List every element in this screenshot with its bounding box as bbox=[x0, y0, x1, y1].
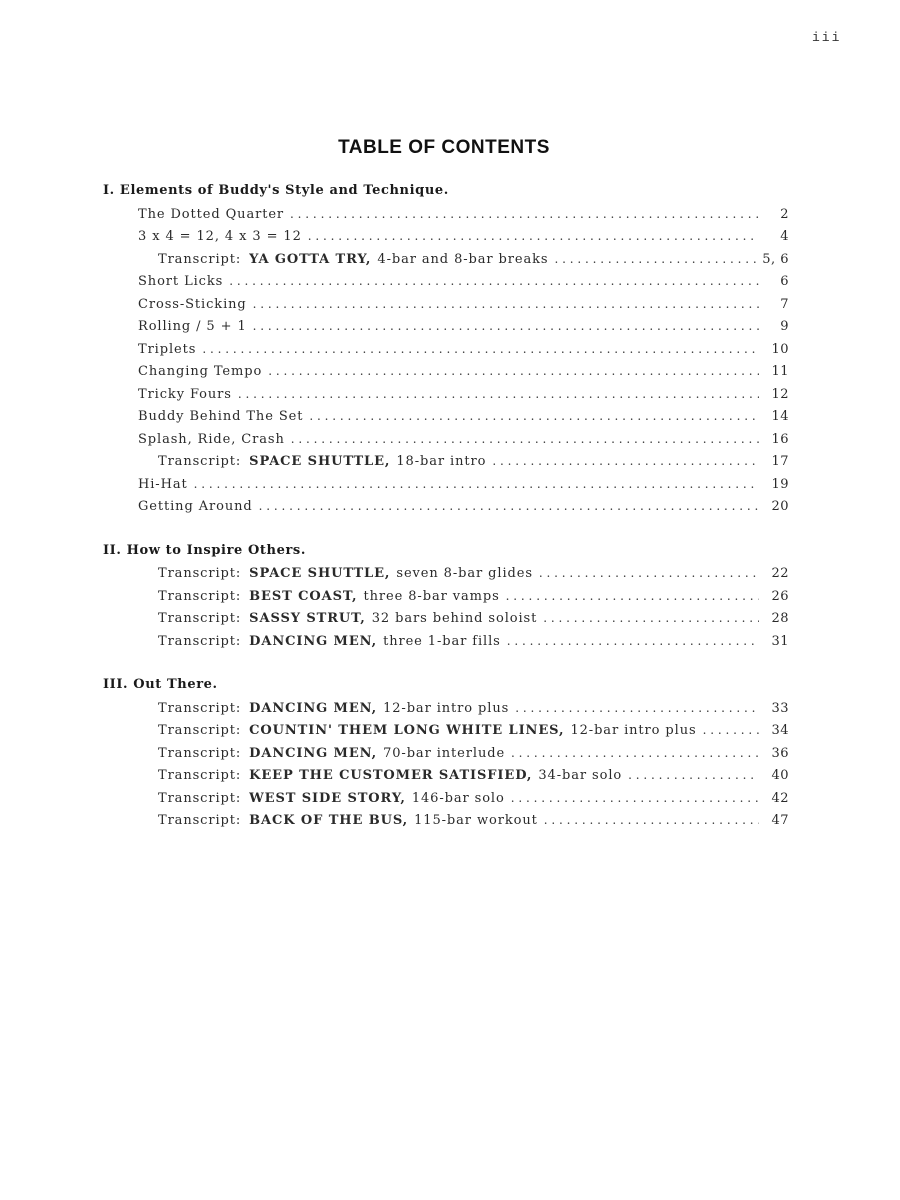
toc-entry[interactable] bbox=[0, 495, 900, 518]
entry-page-number: 9 bbox=[780, 319, 789, 334]
entry-page-number: 4 bbox=[780, 229, 789, 244]
toc-section bbox=[0, 540, 900, 653]
entry-title bbox=[158, 743, 505, 766]
toc-entry[interactable] bbox=[0, 450, 900, 473]
page-title: TABLE OF CONTENTS bbox=[338, 137, 550, 158]
entry-title bbox=[138, 384, 232, 407]
page-number: iii bbox=[812, 30, 842, 45]
entry-title bbox=[138, 429, 285, 452]
entry-title bbox=[158, 563, 533, 586]
entry-page-number: 47 bbox=[771, 813, 789, 828]
toc-entry[interactable] bbox=[0, 562, 900, 585]
toc-entry[interactable] bbox=[0, 719, 900, 742]
entry-text: Buddy Behind The Set bbox=[138, 409, 304, 424]
entry-prefix: Transcript: bbox=[158, 588, 242, 604]
entry-title bbox=[158, 698, 509, 721]
dot-leader bbox=[544, 809, 759, 832]
entry-text: 3 x 4 = 12, 4 x 3 = 12 bbox=[138, 229, 302, 244]
entry-text: Cross-Sticking bbox=[138, 296, 247, 312]
entry-title bbox=[138, 406, 303, 429]
entry-prefix: Transcript: bbox=[158, 251, 242, 267]
entry-page-number: 12 bbox=[771, 386, 789, 402]
toc-entry[interactable] bbox=[0, 338, 900, 361]
table-of-contents bbox=[0, 180, 900, 832]
entry-title bbox=[138, 361, 262, 384]
entry-text: Changing Tempo bbox=[138, 364, 263, 379]
entry-page-number: 2 bbox=[780, 206, 789, 222]
entry-title bbox=[138, 496, 253, 519]
entry-text: Triplets bbox=[138, 341, 197, 357]
entry-prefix: Transcript: bbox=[158, 813, 242, 828]
entry-text: 146-bar solo bbox=[411, 790, 505, 806]
entry-title bbox=[138, 294, 247, 317]
toc-entry[interactable] bbox=[0, 248, 900, 271]
entry-piece-title: COUNTIN' THEM LONG WHITE LINES, bbox=[249, 723, 565, 738]
entry-title bbox=[158, 451, 486, 474]
entry-page-number: 11 bbox=[771, 364, 789, 379]
toc-entry[interactable] bbox=[0, 630, 900, 653]
entry-text: 32 bars behind soloist bbox=[371, 611, 538, 626]
entry-text: 115-bar workout bbox=[414, 813, 538, 828]
toc-entry[interactable] bbox=[0, 742, 900, 765]
entry-page-number: 7 bbox=[780, 296, 789, 312]
entry-page-number: 22 bbox=[771, 566, 789, 581]
entry-title bbox=[158, 249, 548, 272]
entry-page-number: 31 bbox=[771, 633, 789, 649]
dot-leader bbox=[703, 719, 759, 742]
dot-leader bbox=[194, 473, 759, 496]
entry-title bbox=[158, 720, 697, 743]
toc-entry[interactable] bbox=[0, 405, 900, 428]
dot-leader bbox=[290, 203, 759, 226]
entry-title bbox=[138, 316, 247, 339]
toc-entry[interactable] bbox=[0, 428, 900, 451]
entry-text: Splash, Ride, Crash bbox=[138, 431, 285, 447]
dot-leader bbox=[511, 742, 759, 765]
dot-leader bbox=[515, 697, 759, 720]
section-heading: I. Elements of Buddy's Style and Technique. bbox=[103, 183, 449, 198]
entry-title bbox=[138, 271, 223, 294]
toc-entry[interactable] bbox=[0, 697, 900, 720]
toc-entry[interactable] bbox=[0, 293, 900, 316]
entry-page-number: 34 bbox=[771, 723, 789, 738]
dot-leader bbox=[253, 315, 759, 338]
entry-page-number: 5, 6 bbox=[762, 251, 789, 267]
dot-leader bbox=[492, 450, 759, 473]
dot-leader bbox=[511, 787, 759, 810]
entry-text: 12-bar intro plus bbox=[570, 723, 697, 738]
entry-text: 70-bar interlude bbox=[383, 745, 506, 761]
toc-entry[interactable] bbox=[0, 360, 900, 383]
entry-prefix: Transcript: bbox=[158, 454, 242, 469]
toc-entry[interactable] bbox=[0, 607, 900, 630]
toc-section bbox=[0, 674, 900, 832]
toc-entry[interactable] bbox=[0, 203, 900, 226]
entry-prefix: Transcript: bbox=[158, 768, 242, 783]
toc-entry[interactable] bbox=[0, 225, 900, 248]
section-heading: III. Out There. bbox=[103, 677, 218, 692]
entry-text: 4-bar and 8-bar breaks bbox=[377, 251, 549, 267]
entry-text: three 1-bar fills bbox=[383, 633, 501, 649]
entry-page-number: 28 bbox=[771, 611, 789, 626]
entry-piece-title: BEST COAST, bbox=[249, 588, 358, 604]
toc-entry[interactable] bbox=[0, 315, 900, 338]
entry-title bbox=[158, 765, 622, 788]
toc-entry[interactable] bbox=[0, 764, 900, 787]
entry-piece-title: SPACE SHUTTLE, bbox=[249, 566, 391, 581]
entry-page-number: 17 bbox=[771, 454, 789, 469]
entry-title bbox=[138, 226, 302, 249]
entry-page-number: 20 bbox=[771, 499, 789, 514]
entry-prefix: Transcript: bbox=[158, 790, 242, 806]
entry-piece-title: DANCING MEN, bbox=[249, 700, 378, 716]
entry-text: Getting Around bbox=[138, 499, 253, 514]
entry-text: Rolling / 5 + 1 bbox=[138, 319, 247, 334]
entry-title bbox=[138, 339, 196, 362]
toc-entry[interactable] bbox=[0, 787, 900, 810]
dot-leader bbox=[253, 293, 759, 316]
entry-piece-title: DANCING MEN, bbox=[249, 745, 378, 761]
dot-leader bbox=[507, 630, 759, 653]
entry-page-number: 33 bbox=[771, 700, 789, 716]
entry-title bbox=[158, 788, 505, 811]
entry-page-number: 16 bbox=[771, 431, 789, 447]
dot-leader bbox=[309, 405, 759, 428]
entry-text: Short Licks bbox=[138, 274, 224, 289]
entry-text: 34-bar solo bbox=[538, 768, 623, 783]
toc-entry[interactable] bbox=[0, 585, 900, 608]
entry-piece-title: SASSY STRUT, bbox=[249, 611, 366, 626]
entry-prefix: Transcript: bbox=[158, 745, 242, 761]
dot-leader bbox=[628, 764, 759, 787]
entry-title bbox=[138, 474, 188, 497]
entry-prefix: Transcript: bbox=[158, 566, 242, 581]
entry-title bbox=[138, 204, 284, 227]
entry-prefix: Transcript: bbox=[158, 611, 242, 626]
toc-entry[interactable] bbox=[0, 270, 900, 293]
toc-entry[interactable] bbox=[0, 809, 900, 832]
dot-leader bbox=[554, 248, 756, 271]
toc-entry[interactable] bbox=[0, 383, 900, 406]
entry-page-number: 36 bbox=[771, 745, 789, 761]
entry-piece-title: BACK OF THE BUS, bbox=[249, 813, 409, 828]
dot-leader bbox=[539, 562, 759, 585]
dot-leader bbox=[543, 607, 759, 630]
entry-text: seven 8-bar glides bbox=[396, 566, 533, 581]
entry-page-number: 19 bbox=[771, 476, 789, 492]
entry-title bbox=[158, 631, 501, 654]
entry-piece-title: SPACE SHUTTLE, bbox=[249, 454, 391, 469]
dot-leader bbox=[202, 338, 759, 361]
toc-section bbox=[0, 180, 900, 518]
entry-text: three 8-bar vamps bbox=[363, 588, 500, 604]
entry-title bbox=[158, 608, 537, 631]
entry-page-number: 40 bbox=[771, 768, 789, 783]
entry-prefix: Transcript: bbox=[158, 723, 242, 738]
dot-leader bbox=[238, 383, 759, 406]
entry-page-number: 10 bbox=[771, 341, 789, 357]
entry-text: 18-bar intro bbox=[396, 454, 487, 469]
entry-text: 12-bar intro plus bbox=[383, 700, 510, 716]
dot-leader bbox=[268, 360, 759, 383]
entry-page-number: 42 bbox=[771, 790, 789, 806]
entry-prefix: Transcript: bbox=[158, 700, 242, 716]
toc-entry[interactable] bbox=[0, 473, 900, 496]
entry-piece-title: KEEP THE CUSTOMER SATISFIED, bbox=[249, 768, 533, 783]
entry-page-number: 14 bbox=[771, 409, 789, 424]
entry-page-number: 26 bbox=[771, 588, 789, 604]
entry-piece-title: YA GOTTA TRY, bbox=[249, 251, 372, 267]
entry-piece-title: WEST SIDE STORY, bbox=[249, 790, 406, 806]
entry-title bbox=[158, 586, 500, 609]
entry-title bbox=[158, 810, 538, 833]
entry-text: The Dotted Quarter bbox=[138, 206, 285, 222]
dot-leader bbox=[291, 428, 759, 451]
entry-piece-title: DANCING MEN, bbox=[249, 633, 378, 649]
dot-leader bbox=[506, 585, 759, 608]
entry-page-number: 6 bbox=[780, 274, 789, 289]
entry-text: Hi-Hat bbox=[138, 476, 188, 492]
dot-leader bbox=[229, 270, 759, 293]
section-heading: II. How to Inspire Others. bbox=[103, 542, 306, 558]
dot-leader bbox=[308, 225, 759, 248]
dot-leader bbox=[259, 495, 759, 518]
entry-prefix: Transcript: bbox=[158, 633, 242, 649]
entry-text: Tricky Fours bbox=[138, 386, 232, 402]
